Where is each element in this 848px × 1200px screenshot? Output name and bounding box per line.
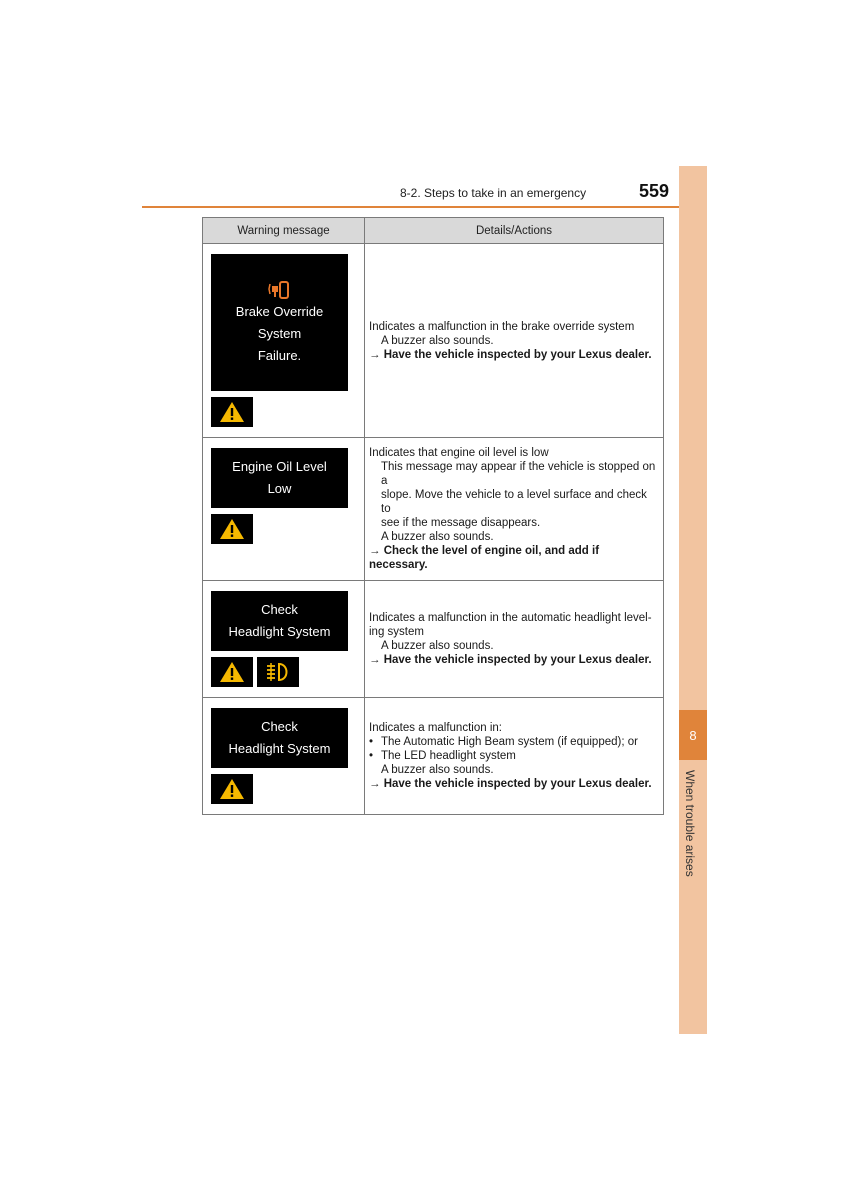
detail-text: ing system: [369, 626, 424, 638]
table-row: [203, 698, 664, 815]
action-label: Have the vehicle inspected by your Lexus dealer.: [383, 778, 652, 790]
screen-line: Failure.: [257, 347, 302, 363]
table-row: [203, 581, 664, 698]
detail-text: A buzzer also sounds.: [381, 640, 494, 652]
arrow-icon: →: [369, 778, 381, 790]
detail-text: A buzzer also sounds.: [381, 531, 494, 543]
chapter-title: When trouble arises: [683, 770, 697, 877]
screen-line: System: [257, 325, 302, 341]
chapter-number-box: 8: [679, 710, 707, 760]
action-text: [369, 653, 657, 667]
details-cell: [365, 244, 664, 438]
table-row: [203, 438, 664, 581]
action-text: [369, 777, 657, 791]
screen-line: Headlight System: [228, 741, 331, 756]
display-screen: [211, 708, 348, 768]
screen-line: Check: [261, 602, 298, 617]
details-cell: [365, 581, 664, 698]
action-label: Have the vehicle inspected by your Lexus dealer.: [383, 654, 652, 666]
display-screen: [211, 448, 348, 508]
detail-text: A buzzer also sounds.: [381, 764, 494, 776]
detail-text: This message may appear if the vehicle is stopped on a: [381, 461, 656, 487]
warning-image-cell: [203, 581, 365, 698]
warning-image-cell: [203, 244, 365, 438]
bullet-item: [369, 749, 657, 763]
chapter-side-tab: [679, 166, 707, 1034]
brake-override-icon: [267, 279, 293, 301]
indicator-icons: [211, 774, 364, 804]
bullet-text: The Automatic High Beam system (if equipped); or: [381, 736, 638, 748]
bullet-glyph: •: [369, 750, 374, 762]
action-label: Have the vehicle inspected by your Lexus dealer.: [383, 348, 652, 361]
warning-image-cell: [203, 438, 365, 581]
indicator-icons: [211, 514, 364, 544]
warning-triangle-icon: [211, 657, 253, 687]
detail-text: Indicates a malfunction in the automatic headlight level-: [369, 612, 652, 624]
action-label: Check the level of engine oil, and add if necessary.: [369, 545, 600, 571]
action-text: [369, 544, 657, 572]
table-header-row: [203, 218, 664, 244]
screen-line: Headlight System: [228, 624, 331, 639]
detail-text: Indicates a malfunction in:: [369, 722, 502, 734]
indicator-icons: [211, 397, 364, 427]
action-text: [369, 348, 657, 362]
screen-line: Low: [267, 481, 292, 496]
page-number: 559: [639, 181, 670, 201]
warning-triangle-icon: [211, 514, 253, 544]
indicator-icons: [211, 657, 364, 687]
warning-message-table: [202, 217, 664, 815]
detail-text: A buzzer also sounds.: [381, 334, 494, 347]
bullet-glyph: •: [369, 736, 374, 748]
detail-text: Indicates a malfunction in the brake override system: [369, 320, 635, 333]
warning-triangle-icon: [211, 774, 253, 804]
screen-line: Check: [261, 719, 298, 734]
bullet-text: The LED headlight system: [381, 750, 516, 762]
detail-text: slope. Move the vehicle to a level surface and check to: [381, 489, 647, 515]
display-screen: [211, 254, 348, 391]
table-row: [203, 244, 664, 438]
arrow-icon: →: [369, 348, 381, 361]
details-cell: [365, 698, 664, 815]
column-header-warning: Warning message: [203, 218, 365, 244]
warning-image-cell: [203, 698, 365, 815]
bullet-item: [369, 735, 657, 749]
column-header-details: Details/Actions: [365, 218, 664, 244]
detail-text: see if the message disappears.: [381, 517, 541, 529]
section-title: 8-2. Steps to take in an emergency: [400, 186, 587, 200]
warning-triangle-icon: [211, 397, 253, 427]
screen-line: Engine Oil Level: [232, 459, 327, 474]
arrow-icon: →: [369, 654, 381, 666]
detail-text: Indicates that engine oil level is low: [369, 447, 549, 459]
screen-line: Brake Override: [235, 303, 324, 319]
display-screen: [211, 591, 348, 651]
headlight-leveling-icon: [257, 657, 299, 687]
header-rule: [142, 206, 707, 208]
details-cell: [365, 438, 664, 581]
arrow-icon: →: [369, 545, 381, 557]
